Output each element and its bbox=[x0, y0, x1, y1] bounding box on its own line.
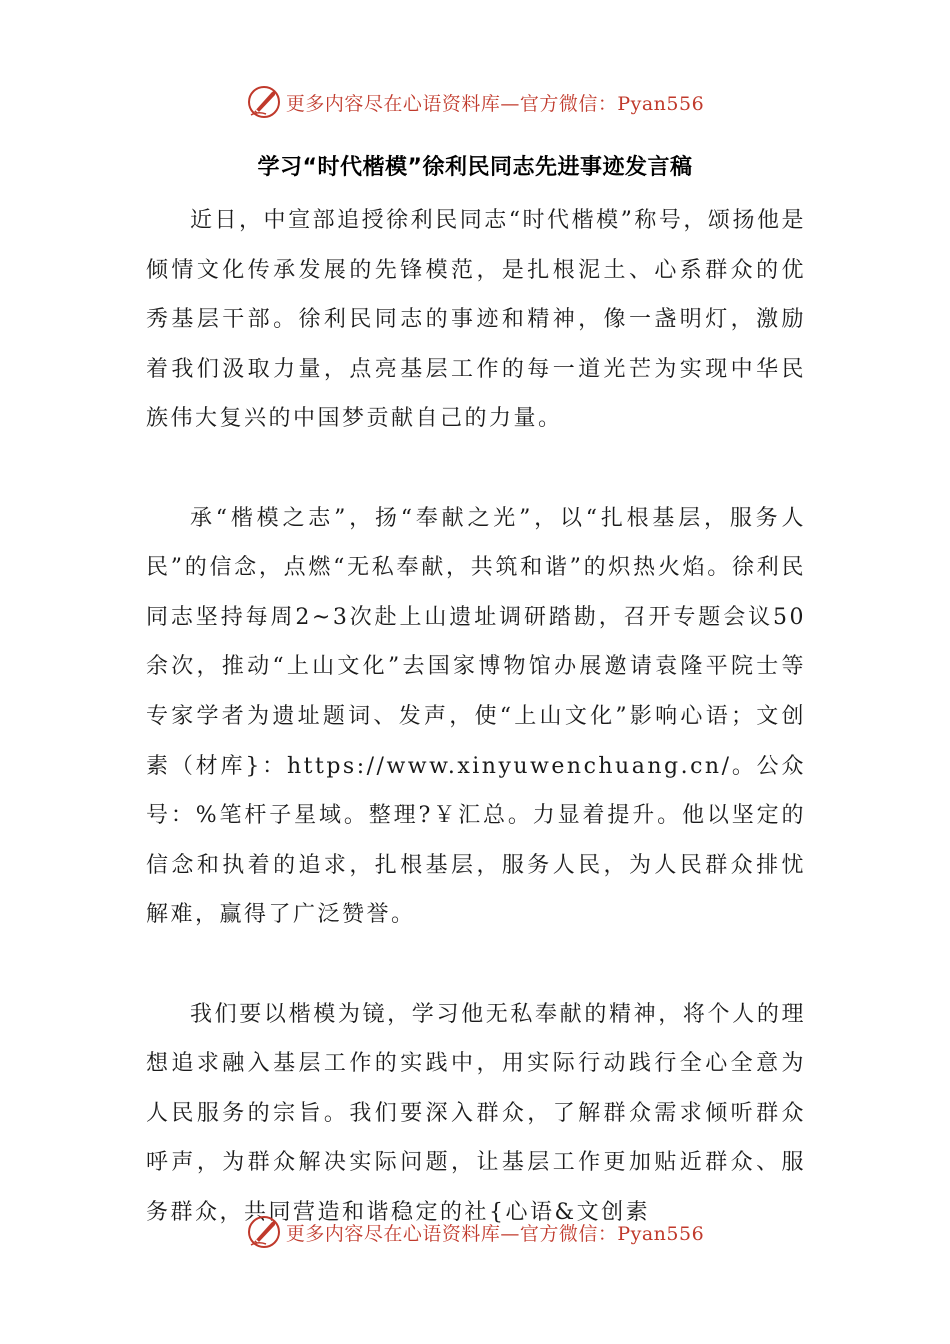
header-banner bbox=[0, 82, 950, 122]
paragraph-3: 我们要以楷模为镜，学习他无私奉献的精神，将个人的理想追求融入基层工作的实践中，用实际行动践行全心全意为人民服务的宗旨。我们要深入群众，了解群众需求倾听群众呼声，为群众解决实际问题，让基层工作更加贴近群众、服务群众，共同营造和谐稳定的社{心语&文创素 bbox=[146, 1001, 806, 1225]
paragraph-2: 承“楷模之志”，扬“奉献之光”，以“扎根基层，服务人民”的信念，点燃“无私奉献，共筑和谐”的炽热火焰。徐利民同志坚持每周2~3次赴上山遗址调研踏勘，召开专题会议50余次，推动“上山文化”去国家博物馆办展邀请袁隆平院士等专家学者为遗址题词、发声，使“上山文化”影响心语；文创素（材库}：https://www.xinyuwenchuang.cn/。公众号：%笔杆子星域。整理?￥汇总。力显着提升。他以坚定的信念和执着的追求，扎根基层，服务人民，为人民群众排忧解难，赢得了广泛赞誉。 bbox=[146, 505, 806, 928]
footer-banner-text: 更多内容尽在心语资料库—官方微信：Pyan556 bbox=[285, 1222, 705, 1245]
quill-pen-logo-icon bbox=[246, 84, 282, 120]
footer-banner bbox=[0, 1212, 950, 1252]
document-body bbox=[146, 196, 806, 1237]
document-title: 学习“时代楷模”徐利民同志先进事迹发言稿 bbox=[257, 155, 693, 180]
paragraph-1: 近日，中宣部追授徐利民同志“时代楷模”称号，颂扬他是倾情文化传承发展的先锋模范，是扎根泥土、心系群众的优秀基层干部。徐利民同志的事迹和精神，像一盏明灯，激励着我们汲取力量，点亮基层工作的每一道光芒为实现中华民族伟大复兴的中国梦贡献自己的力量。 bbox=[146, 208, 806, 432]
quill-pen-logo-icon bbox=[246, 1214, 282, 1250]
header-banner-text: 更多内容尽在心语资料库—官方微信：Pyan556 bbox=[285, 92, 705, 115]
